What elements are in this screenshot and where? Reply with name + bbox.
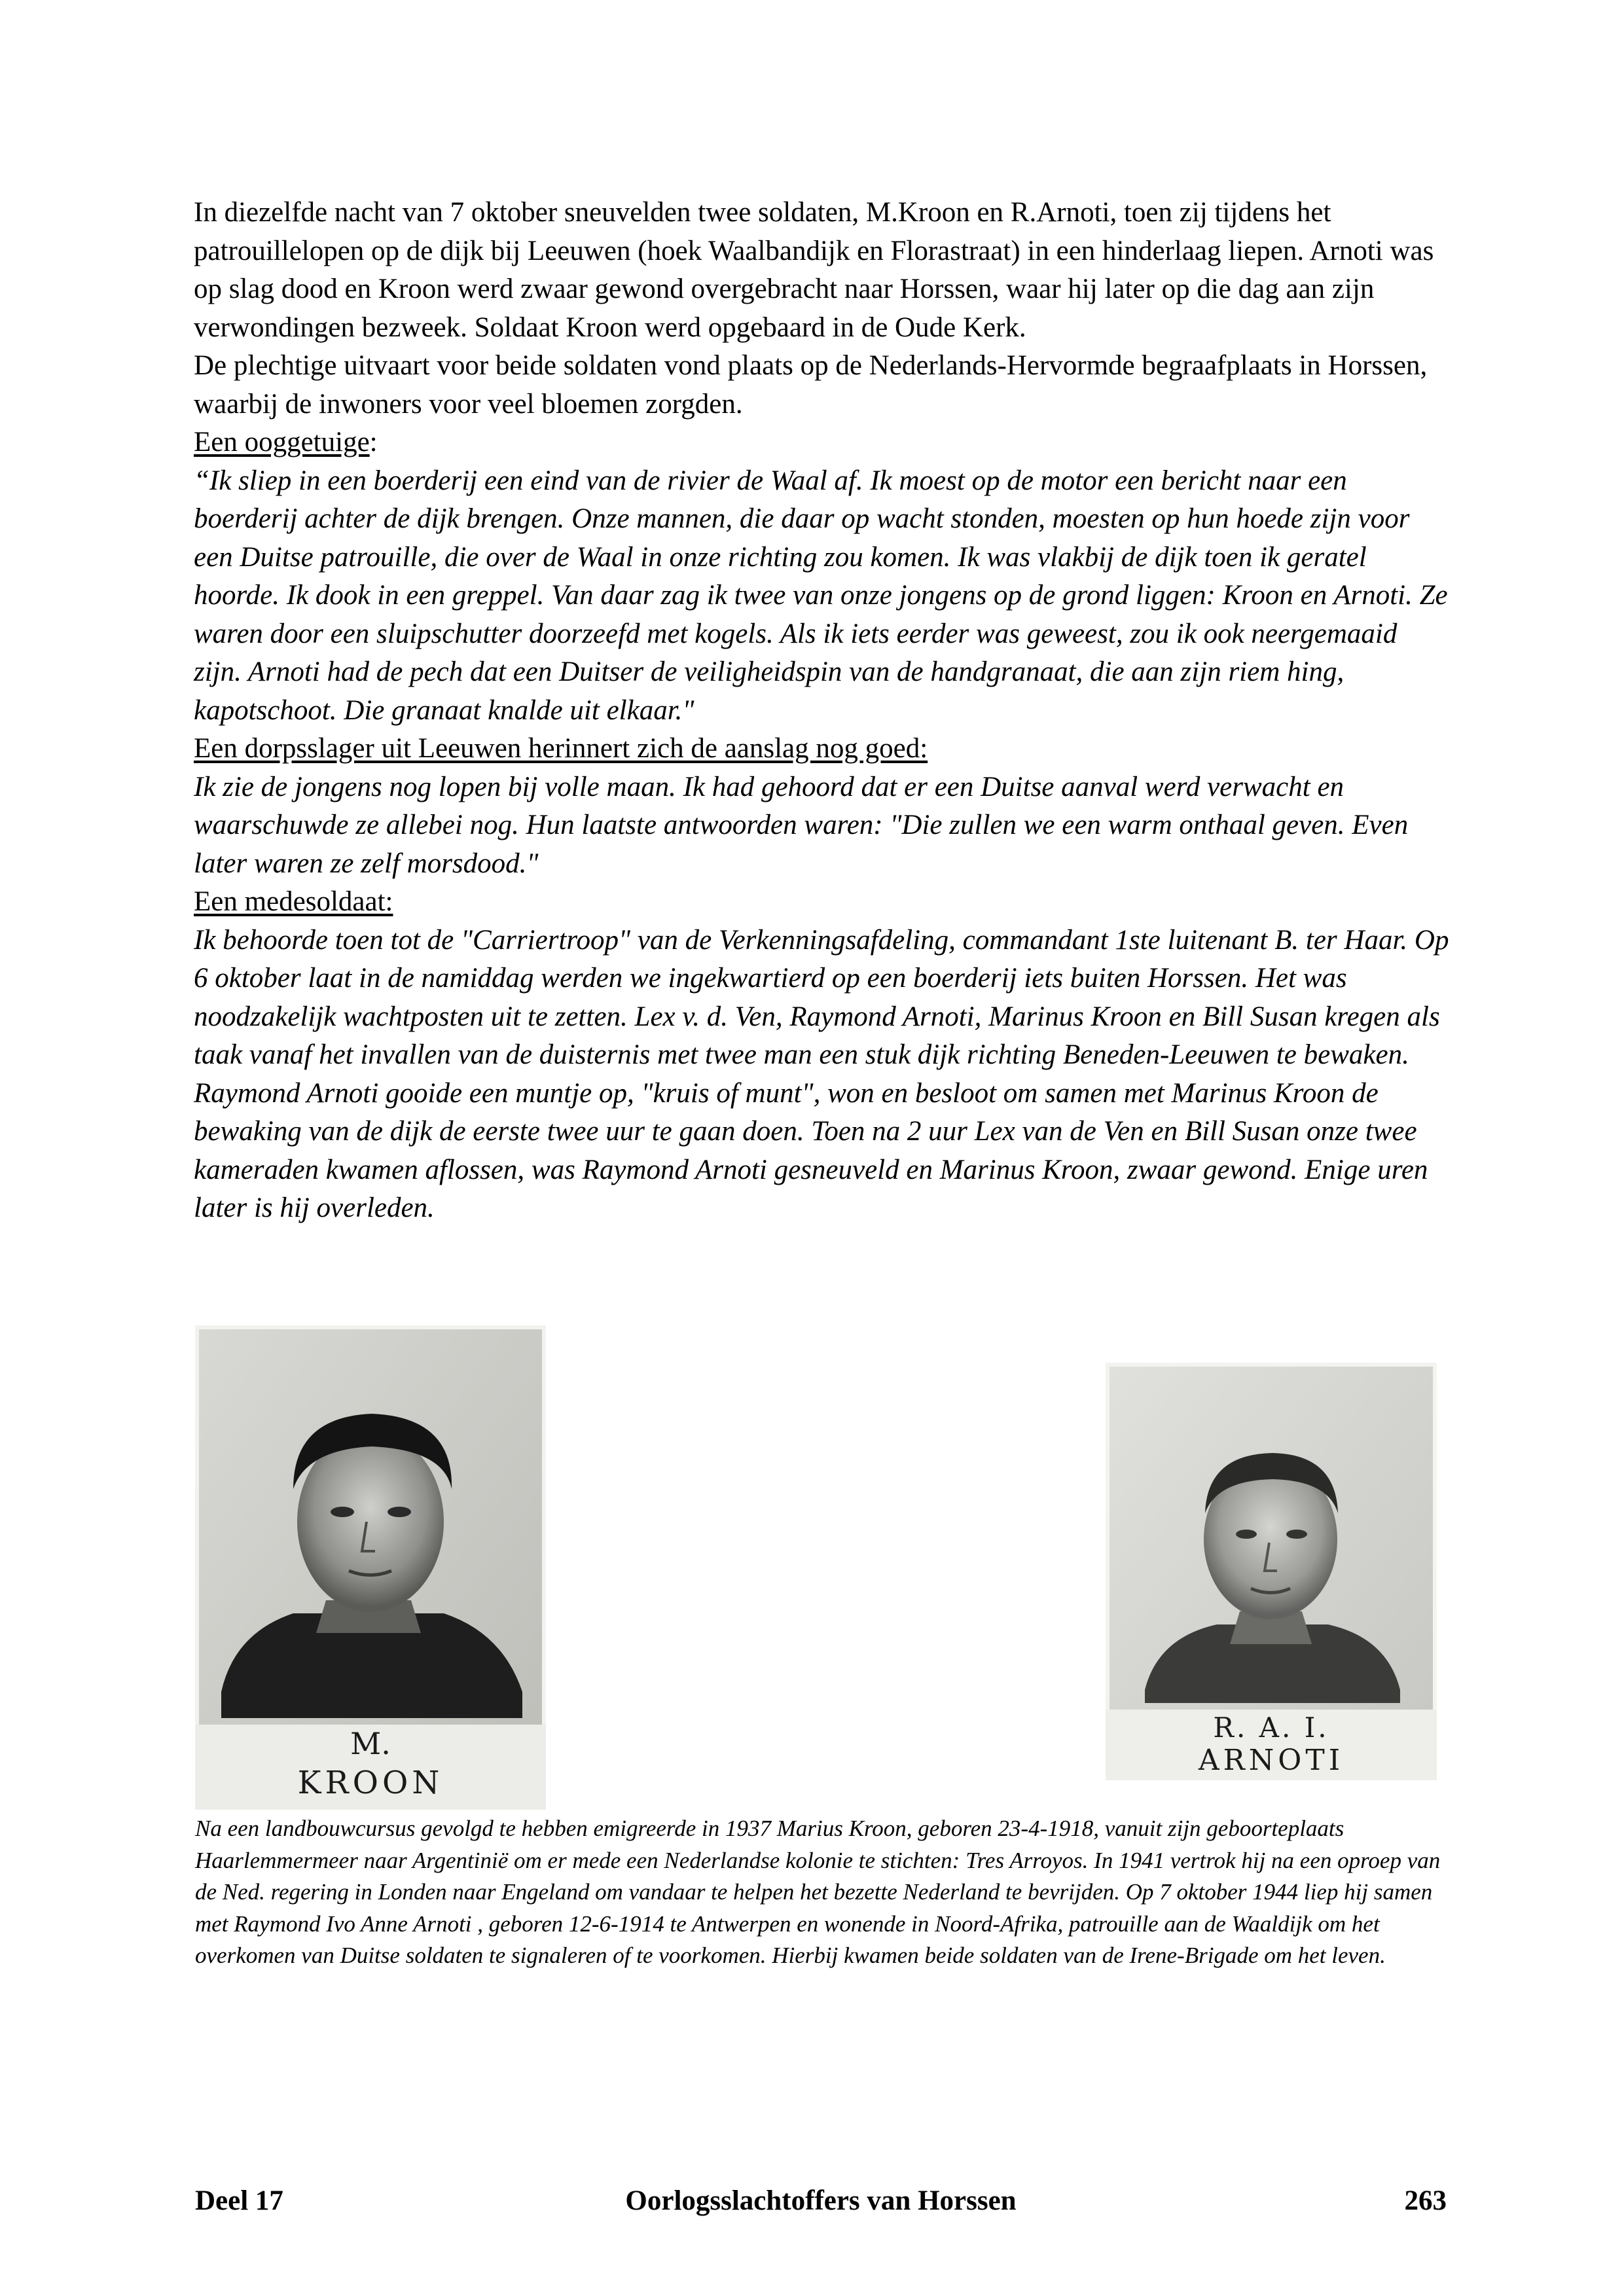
footer-title: Oorlogsslachtoffers van Horssen <box>625 2185 1017 2216</box>
portrait-kroon-image <box>195 1325 546 1810</box>
page-footer <box>195 2185 1447 2224</box>
portrait-arnoti-name: ARNOTI <box>1198 1744 1344 1777</box>
witness1-quote: “Ik sliep in een boerderij een eind van de rivier de Waal af. Ik moest op de motor een bericht naar een boerderij achter de dijk brengen. Onze mannen, die daar op wacht stonden, moesten op hun hoede zijn voor een Duitse patrouille, die over de Waal in onze richting zou komen. Ik was vlakbij de dijk toen ik geratel hoorde. Ik dook in een greppel. Van daar zag ik twee van onze jongens op de grond liggen: Kroon en Arnoti. Ze waren door een sluipschutter doorzeefd met kogels. Als ik iets eerder was geweest, zou ik ook neergemaaid zijn. Arnoti had de pech dat een Duitser de veiligheidspin van de handgranaat, die aan zijn riem hing, kapotschoot. Die granaat knalde uit elkaar." <box>194 465 1448 726</box>
portrait-arnoti-image <box>1106 1363 1437 1780</box>
portrait-kroon-name: KROON <box>297 1765 444 1801</box>
portrait-kroon <box>195 1325 546 1810</box>
witness1-heading-colon: : <box>369 427 378 457</box>
funeral-paragraph: De plechtige uitvaart voor beide soldaten vond plaats op de Nederlands-Hervormde begraafplaats in Horssen, waarbij de inwoners voor veel bloemen zorgden. <box>194 350 1428 420</box>
witness3-heading: Een medesoldaat: <box>194 886 393 917</box>
portrait-kroon-initial: M. <box>350 1726 391 1761</box>
portrait-arnoti <box>1106 1363 1437 1780</box>
witness1-heading-text: Een ooggetuige <box>194 427 370 457</box>
witness3-quote: Ik behoorde toen tot de "Carriertroop" van de Verkenningsafdeling, commandant 1ste luitenant B. ter Haar. Op 6 oktober laat in de namiddag werden we ingekwartierd op een boerderij iets buiten Horssen. Het was noodzakelijk wachtposten uit te zetten. Lex v. d. Ven, Raymond Arnoti, Marinus Kroon en Bill Susan kregen als taak vanaf het invallen van de duisternis met twee man een stuk dijk richting Beneden-Leeuwen te bewaken. Raymond Arnoti gooide een muntje op, "kruis of munt", won en besloot om samen met Marinus Kroon de bewaking van de dijk de eerste twee uur te gaan doen. Toen na 2 uur Lex van de Ven en Bill Susan onze twee kameraden kwamen aflossen, was Raymond Arnoti gesneuveld en Marinus Kroon, zwaar gewond. Enige uren later is hij overleden. <box>194 924 1449 1223</box>
page-number: 263 <box>1404 2185 1447 2216</box>
photo-caption: Na een landbouwcursus gevolgd te hebben emigreerde in 1937 Marius Kroon, geboren 23-4-1918, vanuit zijn geboorteplaats Haarlemmermeer naar Argentinië om er mede een Nederlandse kolonie te stichten: Tres Arroyos. In 1941 vertrok hij na een oproep van de Ned. regering in Londen naar Engeland om vandaar te helpen het bezette Nederland te bevrijden. Op 7 oktober 1944 liep hij samen met Raymond Ivo Anne Arnoti , geboren 12-6-1914 te Antwerpen en wonende in Noord-Afrika, patrouille aan de Waaldijk om het overkomen van Duitse soldaten te signaleren of te voorkomen. Hierbij kwamen beide soldaten van de Irene-Brigade om het leven. <box>195 1816 1441 1968</box>
main-text <box>194 194 1451 1228</box>
witness2-heading: Een dorpsslager uit Leeuwen herinnert zich de aanslag nog goed: <box>194 733 928 764</box>
witness1-heading <box>194 423 1451 462</box>
portrait-arnoti-initials: R. A. I. <box>1213 1712 1329 1744</box>
footer-part: Deel 17 <box>195 2185 283 2216</box>
witness2-quote: Ik zie de jongens nog lopen bij volle maan. Ik had gehoord dat er een Duitse aanval werd verwacht en waarschuwde ze allebei nog. Hun laatste antwoorden waren: "Die zullen we een warm onthaal geven. Even later waren ze zelf morsdood." <box>194 771 1409 879</box>
intro-paragraph: In diezelfde nacht van 7 oktober sneuvelden twee soldaten, M.Kroon en R.Arnoti, toen zij tijdens het patrouillelopen op de dijk bij Leeuwen (hoek Waalbandijk en Florastraat) in een hinderlaag liepen. Arnoti was op slag dood en Kroon werd zwaar gewond overgebracht naar Horssen, waar hij later op die dag aan zijn verwondingen bezweek. Soldaat Kroon werd opgebaard in de Oude Kerk. <box>194 197 1434 343</box>
